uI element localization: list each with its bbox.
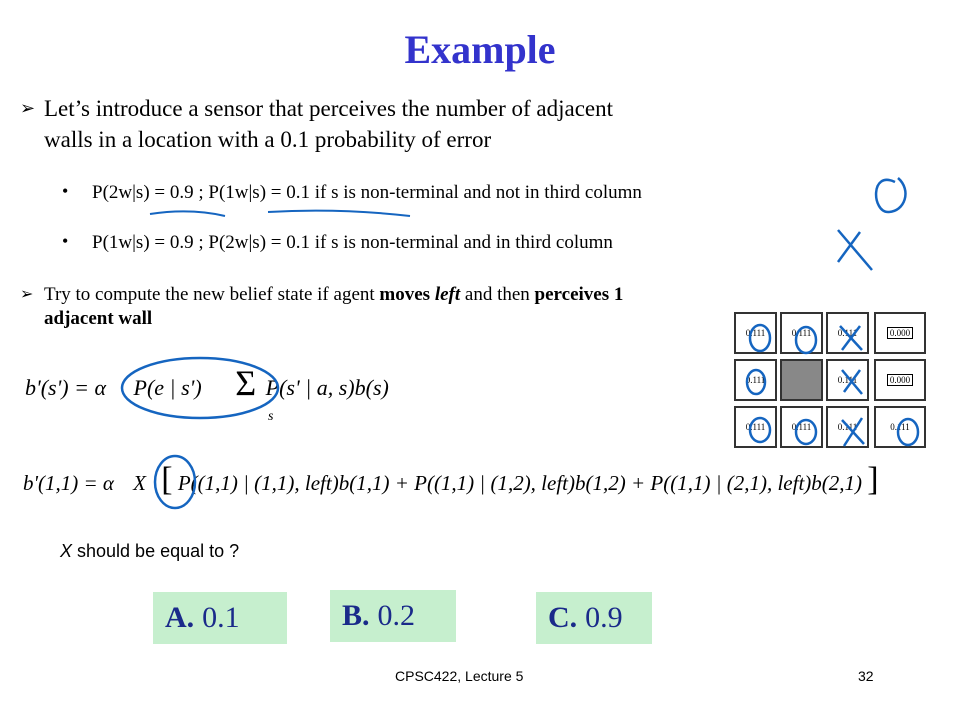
formula-2-text: b'(1,1) = α X [ P((1,1) | (1,1), left)b(1,1) + P((1,1) | (1,2), left)b(1,2) + P((1,1) | (2,1), left)b(2,1) ] bbox=[23, 461, 879, 498]
answer-b-button[interactable] bbox=[330, 590, 456, 642]
answer-a-button[interactable] bbox=[153, 592, 287, 644]
answer-b-value: 0.2 bbox=[377, 599, 416, 632]
bullet-1-line-1: Let’s introduce a sensor that perceives the number of adjacent bbox=[44, 96, 614, 121]
arrow-bullet-icon: ➢ bbox=[20, 284, 34, 303]
arrow-bullet-icon: ➢ bbox=[20, 98, 36, 119]
formula-1-text: b'(s') = α P(e | s') Σ P(s' | a, s)b(s) bbox=[25, 363, 389, 403]
belief-update-formula bbox=[20, 350, 460, 435]
bullet-2-left: left bbox=[434, 284, 461, 305]
ink-circle bbox=[747, 370, 765, 394]
grid-cell-value: 0.000 bbox=[887, 327, 913, 339]
grid-cell-value: 0.000 bbox=[887, 374, 913, 386]
grid-ink-marks bbox=[734, 312, 930, 458]
grid-cell: 0.111 bbox=[826, 406, 869, 448]
ink-cross bbox=[842, 418, 864, 446]
ink-circle bbox=[796, 327, 816, 353]
answer-c-letter: C. bbox=[548, 601, 578, 634]
formula-1-subscript: s bbox=[268, 409, 274, 424]
grid-cell: 0.111 bbox=[734, 359, 777, 401]
bullet-1 bbox=[44, 93, 613, 155]
bullet-2-text: Try to compute the new belief state if agent bbox=[44, 284, 380, 305]
ink-circle bbox=[750, 418, 770, 442]
grid-cell: 0.111 bbox=[874, 406, 926, 448]
dot-bullet-icon: • bbox=[62, 181, 69, 201]
page-number: 32 bbox=[858, 668, 874, 684]
bullet-2-line-2: adjacent wall bbox=[44, 308, 153, 329]
answer-b-letter: B. bbox=[342, 599, 370, 632]
answer-c-button[interactable] bbox=[536, 592, 652, 644]
answer-a-letter: A. bbox=[165, 601, 195, 634]
ink-circle bbox=[898, 419, 918, 445]
ink-cross bbox=[842, 370, 862, 394]
ink-cross bbox=[838, 230, 872, 270]
grid-cell: 0.111 bbox=[780, 406, 823, 448]
grid-cell: 0.111 bbox=[826, 359, 869, 401]
question-variable: X bbox=[60, 541, 73, 561]
ink-underline bbox=[268, 211, 410, 216]
answer-a-value: 0.1 bbox=[202, 601, 240, 634]
sub-bullet-2: P(1w|s) = 0.9 ; P(2w|s) = 0.1 if s is non-terminal and in third column bbox=[92, 232, 613, 253]
slide-title: Example bbox=[404, 27, 556, 72]
bullet-2-perceives: perceives 1 bbox=[534, 284, 624, 305]
grid-cell: 0.111 bbox=[734, 406, 777, 448]
grid-cell: 0.111 bbox=[780, 312, 823, 354]
ink-circle bbox=[750, 325, 770, 351]
ink-circle bbox=[796, 420, 816, 444]
ink-cross bbox=[840, 326, 862, 350]
bullet-2-moves: moves bbox=[379, 284, 435, 305]
bullet-2-mid: and then bbox=[460, 284, 535, 305]
dot-bullet-icon: • bbox=[62, 231, 69, 251]
answer-c-value: 0.9 bbox=[585, 601, 623, 634]
footer-text: CPSC422, Lecture 5 bbox=[395, 668, 524, 684]
question-text: should be equal to ? bbox=[72, 541, 240, 561]
sub-bullet-1: P(2w|s) = 0.9 ; P(1w|s) = 0.1 if s is non-terminal and not in third column bbox=[92, 182, 642, 203]
ink-circle bbox=[876, 178, 905, 212]
belief-grid bbox=[734, 312, 930, 458]
grid-cell: 0.111 bbox=[734, 312, 777, 354]
bullet-1-line-2: walls in a location with a 0.1 probability of error bbox=[44, 127, 492, 152]
ink-underline bbox=[150, 211, 225, 216]
question bbox=[60, 541, 239, 562]
grid-cell: 0.111 bbox=[826, 312, 869, 354]
b11-formula bbox=[18, 450, 958, 515]
